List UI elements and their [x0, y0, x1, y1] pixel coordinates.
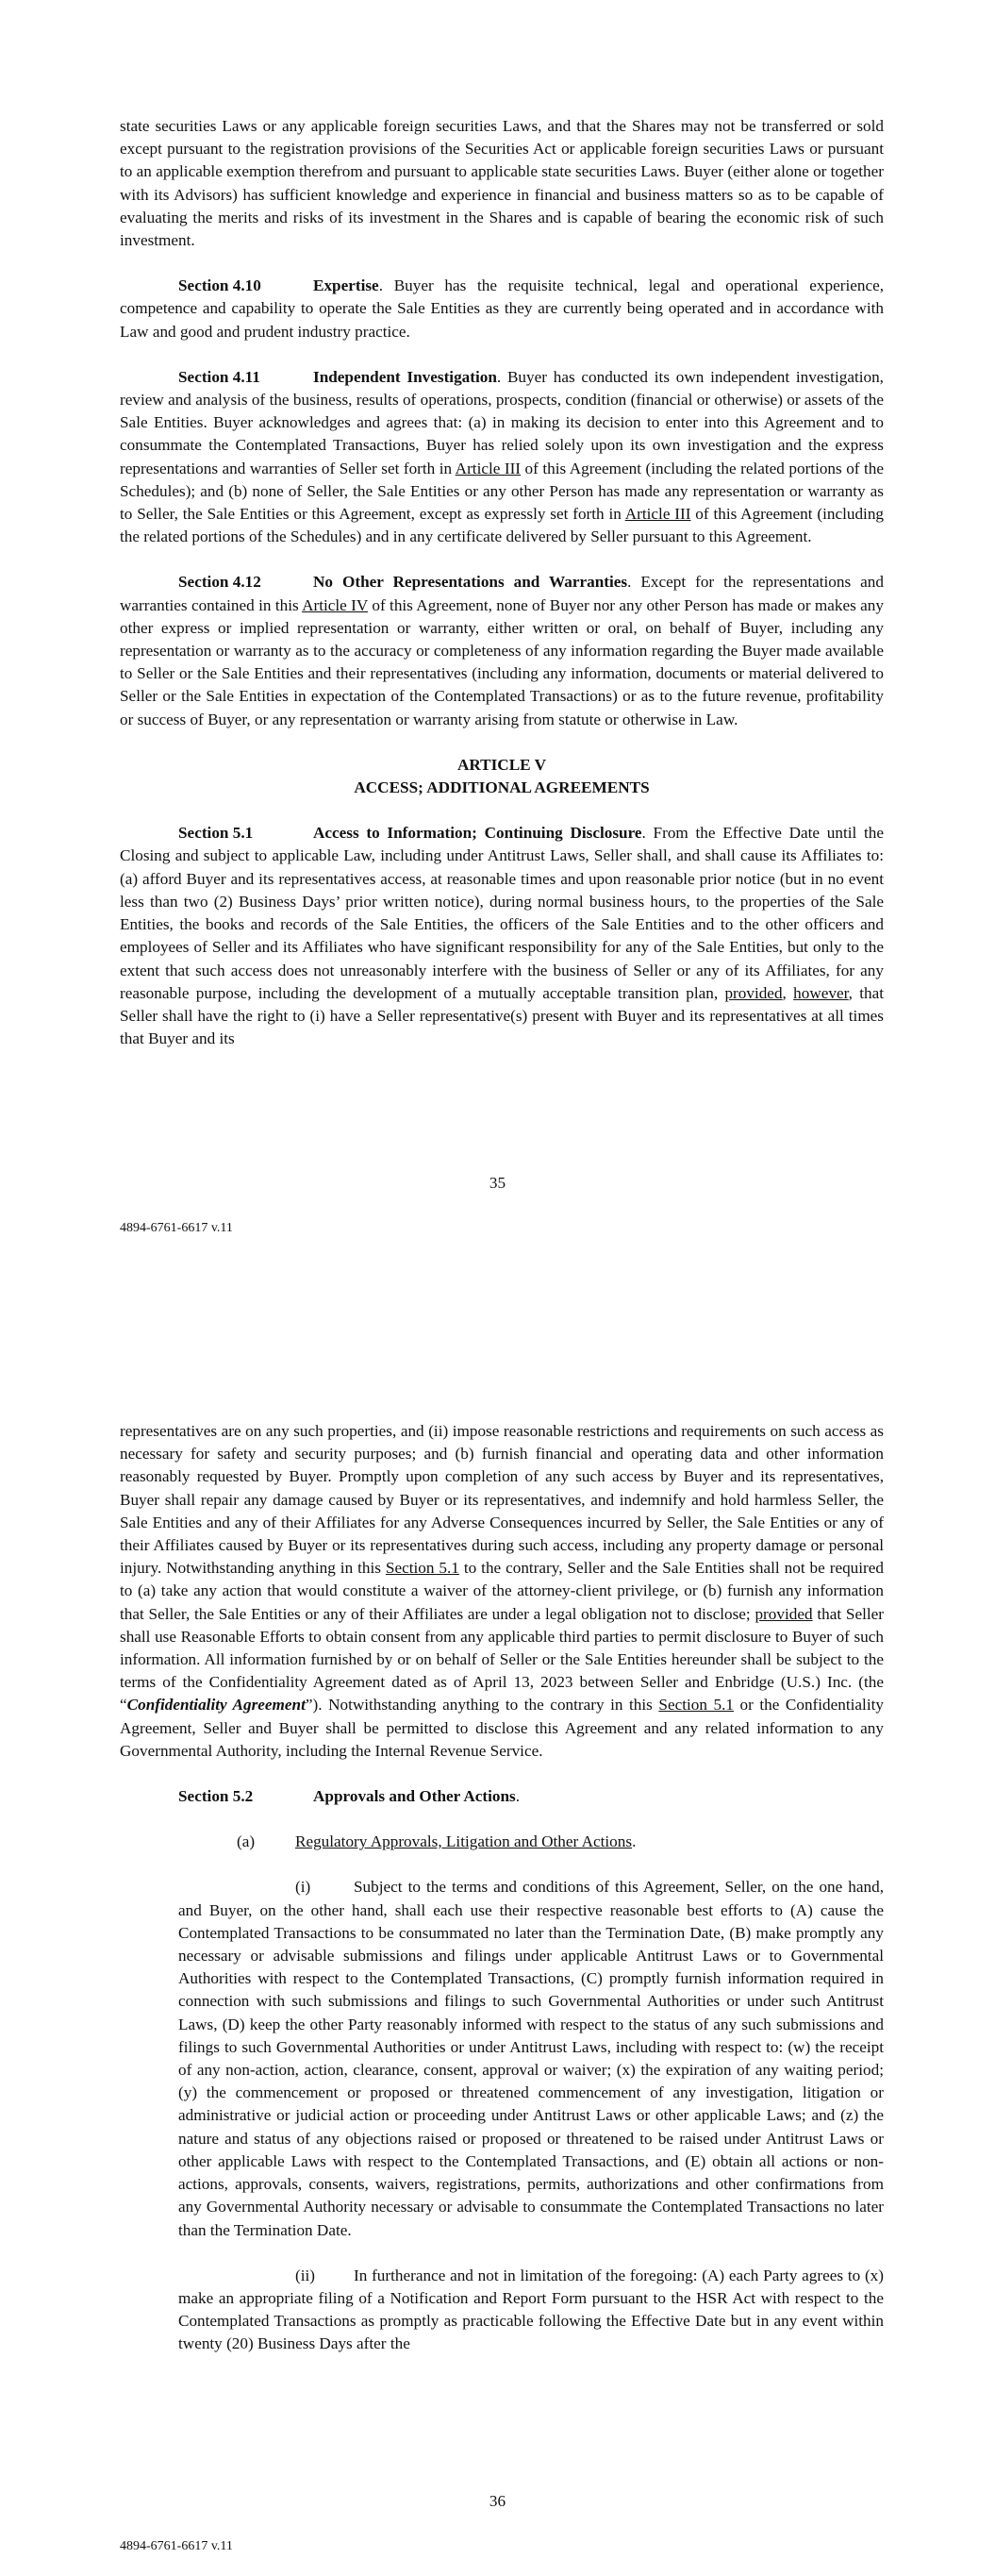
- page-35-body: [120, 115, 884, 1073]
- section-text: of this Agreement, none of Buyer nor any other Person has made or makes any other express or implied representation or warranty, either written or oral, on behalf of Buyer, including any representation or warranty as to the accuracy or completeness of any information regarding the Buyer made available to Seller or the Sale Entities and their representatives (including any information, documents or material delivered to Seller or the Sale Entities in expectation of the Contemplated Transactions) or as to the future revenue, profitability or success of Buyer, or any representation or warranty arising from statute or otherwise in Law.: [120, 595, 884, 728]
- section-4-11: [120, 366, 884, 549]
- page-number: 36: [489, 2492, 506, 2510]
- clause-i: [178, 1876, 884, 2241]
- section-text: . Except for the representations and warranties contained in this: [120, 573, 884, 614]
- section-title: No Other Representations and Warranties: [313, 573, 628, 592]
- section-5-1: [120, 822, 884, 1050]
- section-number: Section 4.10: [178, 276, 261, 295]
- cross-reference: Section 5.1: [385, 1559, 459, 1578]
- clause-ii: [178, 2265, 884, 2356]
- section-title: Access to Information; Continuing Disclosure: [313, 824, 642, 843]
- section-title: Expertise: [313, 276, 379, 295]
- subsection-label: (a): [237, 1832, 256, 1851]
- section-number: Section 4.12: [178, 573, 261, 592]
- paragraph-text: or the Confidentiality Agreement, Seller and Buyer shall be permitted to disclose this Agreement and any related information to any Governmental Authority, including the Internal Revenue Service.: [120, 1696, 884, 1760]
- cross-reference: Section 5.1: [658, 1696, 734, 1715]
- defined-term: Confidentiality Agreement: [126, 1696, 306, 1715]
- clause-label: (i): [295, 1878, 311, 1897]
- defined-term: provided: [755, 1604, 813, 1623]
- paragraph-text: to the contrary, Seller and the Sale Entities shall not be required to (a) take any action that would constitute a waiver of the attorney-client privilege, or (b) furnish any information that Seller, the Sale Entities or any of their Affiliates are under a legal obligation not to disclose;: [120, 1559, 884, 1623]
- paragraph-text: representatives are on any such properties, and (ii) impose reasonable restrictions and requirements on such access as necessary for safety and security purposes; and (b) furnish financial and operating data and other information reasonably requested by Buyer. Promptly upon completion of any such access by Buyer and its representatives, Buyer shall repair any damage caused by Buyer or its representatives, and indemnify and hold harmless Seller, the Sale Entities and any of their Affiliates for any Adverse Consequences incurred by Seller, the Sale Entities or any of their Affiliates caused by Buyer or its representatives during such access, including any property damage or personal injury. Notwithstanding anything in this: [120, 1422, 884, 1578]
- article-title: ACCESS; ADDITIONAL AGREEMENTS: [354, 778, 650, 797]
- section-title: Approvals and Other Actions: [313, 1787, 516, 1806]
- section-number: Section 4.11: [178, 367, 260, 386]
- section-text: . From the Effective Date until the Closing and subject to applicable Law, including under Antitrust Laws, Seller shall, and shall cause its Affiliates to: (a) afford Buyer and its representatives access, at reasonable times and upon reasonable prior notice (but in no event less than two (2) Business Days’ prior written notice), during normal business hours, to the properties of the Sale Entities, the books and records of the Sale Entities, the officers of the Sale Entities and to the other officers and employees of Seller and its Affiliates who have significant responsibility for any of the Sale Entities, but only to the extent that such access does not unreasonably interfere with the business of Seller or any of its Affiliates, for any reasonable purpose, including the development of a mutually acceptable transition plan,: [120, 824, 884, 1002]
- paragraph-continuation: state securities Laws or any applicable foreign securities Laws, and that the Shares may not be transferred or sold except pursuant to the registration provisions of the Securities Act or applicable foreign securities Laws or pursuant to an applicable exemption therefrom and pursuant to applicable state securities Laws. Buyer (either alone or together with its Advisors) has sufficient knowledge and experience in financial and business matters so as to be capable of evaluating the merits and risks of its investment in the Shares and is capable of bearing the economic risk of such investment.: [120, 117, 884, 250]
- section-text: ,: [782, 983, 794, 1002]
- section-text: of this Agreement (including the related portions of the Schedules) and in any certificate delivered by Seller pursuant to this Agreement.: [120, 505, 885, 546]
- article-heading: [120, 754, 884, 799]
- subsection-title: Regulatory Approvals, Litigation and Other Actions: [295, 1832, 633, 1851]
- section-4-10: [120, 275, 884, 343]
- cross-reference: Article IV: [302, 595, 368, 614]
- section-text: of this Agreement (including the related portions of the Schedules); and (b) none of Seller, the Sale Entities or any other Person has made any representation or warranty as to Seller, the Sale Entities or this Agreement, except as expressly set forth in: [120, 459, 885, 524]
- section-text: .: [515, 1787, 521, 1806]
- page-number: 35: [489, 1174, 506, 1192]
- clause-label: (ii): [295, 2266, 315, 2284]
- cross-reference: Article III: [455, 459, 522, 477]
- section-4-12: [120, 571, 884, 730]
- clause-text: Subject to the terms and conditions of this Agreement, Seller, on the one hand, and Buyer, on the other hand, shall each use their respective reasonable best efforts to (A) cause the Contemplated Transactions to be consummated no later than the Termination Date, (B) make promptly any necessary or advisable submissions and filings under applicable Antitrust Laws or to Governmental Authorities with respect to the Contemplated Transactions, (C) promptly furnish information required in connection with such submissions and filings to such Governmental Authorities or under such Antitrust Laws, (D) keep the other Party reasonably informed with respect to the status of any such submissions and filings to such Governmental Authorities or under Antitrust Laws, including with respect to: (w) the receipt of any non-action, action, clearance, consent, approval or waiver; (x) the expiration of any waiting period; (y) the commencement or proposed or threatened commencement of any investigation, litigation or administrative or judicial action or proceeding under Antitrust Laws or other applicable Laws; and (z) the nature and status of any objections raised or proposed or threatened to be raised under Antitrust Laws or other applicable Laws with respect to the Contemplated Transactions, and (E) obtain all actions or non-actions, approvals, consents, waivers, registrations, permits, authorizations and other confirmations from any Governmental Authority necessary or advisable to consummate the Contemplated Transactions no later than the Termination Date.: [178, 1878, 884, 2239]
- section-number: Section 5.1: [178, 824, 254, 843]
- section-text: , that Seller shall have the right to (i) have a Seller representative(s) present with Buyer and its representatives at all times that Buyer and its: [120, 983, 884, 1048]
- subsection-a: [237, 1831, 884, 1853]
- page-36-body: [120, 1420, 884, 2379]
- cross-reference: Article III: [624, 505, 691, 524]
- paragraph-continuation: [120, 1420, 884, 1763]
- section-number: Section 5.2: [178, 1787, 254, 1806]
- section-5-2: [178, 1785, 884, 1808]
- article-number: ARTICLE V: [456, 755, 547, 774]
- paragraph-text: that Seller shall use Reasonable Efforts to obtain consent from any applicable third parties to permit disclosure to Buyer of such information. All information furnished by or on behalf of Seller or the Sale Entities hereunder shall be subject to the terms of the Confidentiality Agreement dated as of April 13, 2023 between Seller and Enbridge (U.S.) Inc. (the “: [120, 1604, 884, 1715]
- document-id: 4894-6761-6617 v.11: [120, 1221, 233, 1235]
- page-36: [0, 1288, 995, 2576]
- defined-term: however: [793, 983, 849, 1002]
- defined-term: provided: [724, 983, 783, 1002]
- document-id: 4894-6761-6617 v.11: [120, 2539, 233, 2553]
- subsection-text: .: [632, 1832, 637, 1851]
- section-text: . Buyer has conducted its own independent investigation, review and analysis of the business, results of operations, prospects, condition (financial or otherwise) or assets of the Sale Entities. Buyer acknowledges and agrees that: (a) in making its decision to enter into this Agreement and to consummate the Contemplated Transactions, Buyer has relied solely upon its own investigation and the express representations and warranties of Seller set forth in: [120, 367, 884, 477]
- paragraph-text: ”). Notwithstanding anything to the contrary in this: [305, 1696, 659, 1715]
- section-text: . Buyer has the requisite technical, legal and operational experience, competence and capability to operate the Sale Entities as they are currently being operated and in accordance with Law and good and prudent industry practice.: [120, 276, 884, 341]
- section-title: Independent Investigation: [313, 367, 497, 386]
- clause-text: In furtherance and not in limitation of the foregoing: (A) each Party agrees to (x) make an appropriate filing of a Notification and Report Form pursuant to the HSR Act with respect to the Contemplated Transactions as promptly as practicable following the Effective Date but in any event within twenty (20) Business Days after the: [178, 2266, 884, 2353]
